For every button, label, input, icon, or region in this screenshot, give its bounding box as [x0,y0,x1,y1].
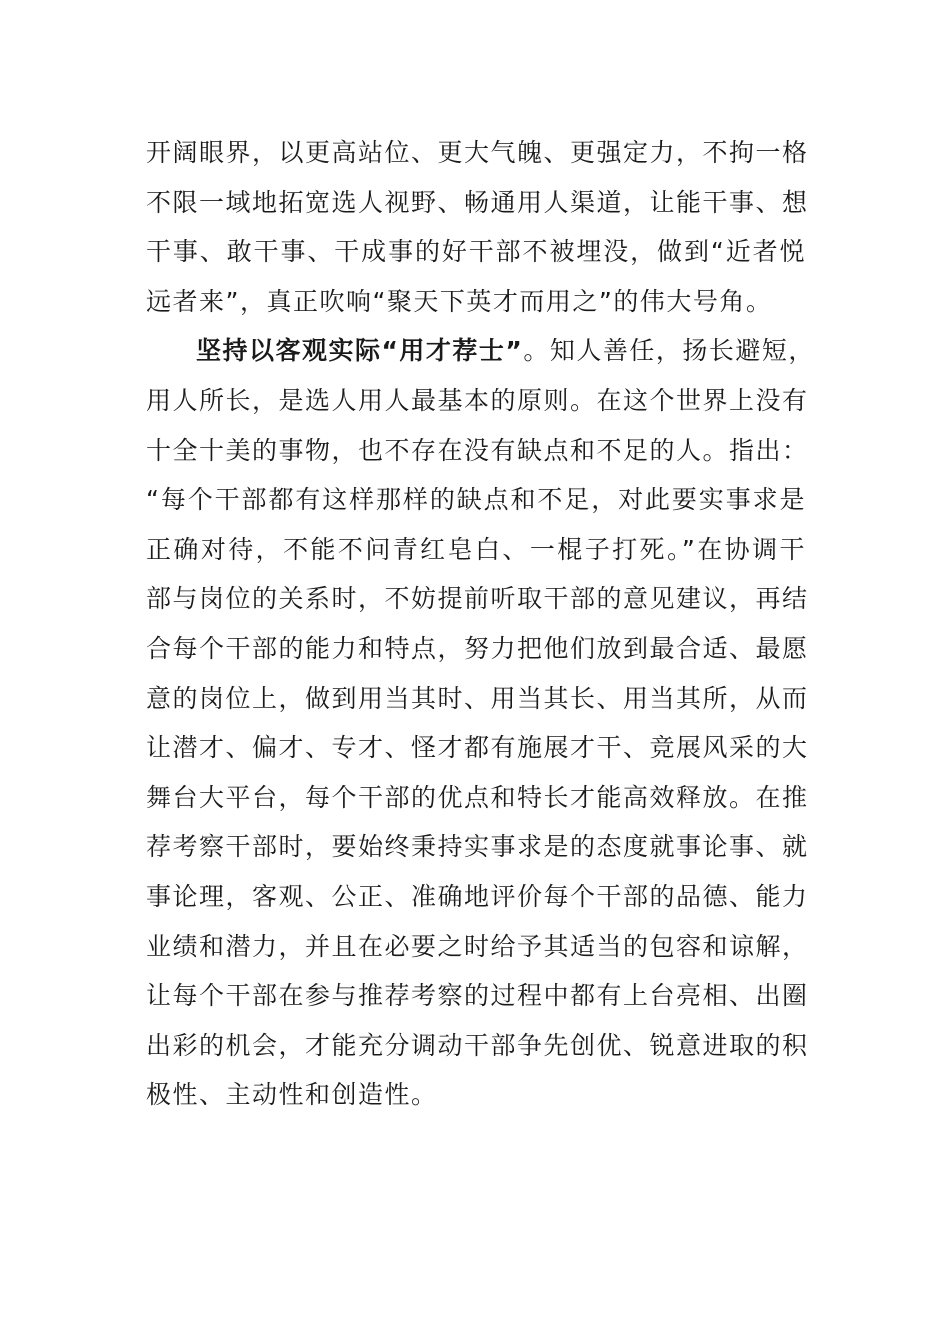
text-line: 极性、主动性和创造性。 [146,1080,438,1110]
paragraph-2 [146,326,815,1120]
text-line: 开阔眼界，以更高站位、更大气魄、更强定力，不拘一格 [146,138,809,167]
text-span: 。知人善任，扬长避短， [523,336,815,366]
text-line: 远者来”，真正吹响“聚天下英才而用之”的伟大号角。 [146,286,773,316]
text-line: 让潜才、偏才、专才、怪才都有施展才干、竞展风采的大 [146,733,809,763]
paragraph-heading: 坚持以客观实际“用才荐士” [196,336,524,366]
text-line: 舞台大平台，每个干部的优点和特长才能高效释放。在推 [146,782,809,812]
text-line: 意的岗位上，做到用当其时、用当其长、用当其所，从而 [146,683,809,713]
text-line: 十全十美的事物，也不存在没有缺点和不足的人。指出： [146,435,809,465]
text-line: 合每个干部的能力和特点，努力把他们放到最合适、最愿 [146,633,809,663]
text-line: 正确对待，不能不问青红皂白、一棍子打死。”在协调干 [146,534,806,564]
paragraph-1 [146,128,809,326]
text-line: 部与岗位的关系时，不妨提前听取干部的意见建议，再结 [146,584,809,614]
text-line: 荐考察干部时，要始终秉持实事求是的态度就事论事、就 [146,832,809,862]
text-line: 业绩和潜力，并且在必要之时给予其适当的包容和谅解， [146,931,809,961]
text-line: 让每个干部在参与推荐考察的过程中都有上台亮相、出圈 [146,981,809,1011]
text-line: 不限一域地拓宽选人视野、畅通用人渠道，让能干事、想 [146,187,809,217]
text-line: 出彩的机会，才能充分调动干部争先创优、锐意进取的积 [146,1030,809,1060]
text-line: 事论理，客观、公正、准确地评价每个干部的品德、能力 [146,881,809,911]
document-body [146,128,815,1120]
text-line-with-heading [146,326,815,376]
text-line: 干事、敢干事、干成事的好干部不被埋没，做到“近者悦 [146,237,806,267]
text-line: 用人所长，是选人用人最基本的原则。在这个世界上没有 [146,385,809,415]
text-line: “每个干部都有这样那样的缺点和不足，对此要实事求是 [146,485,806,515]
